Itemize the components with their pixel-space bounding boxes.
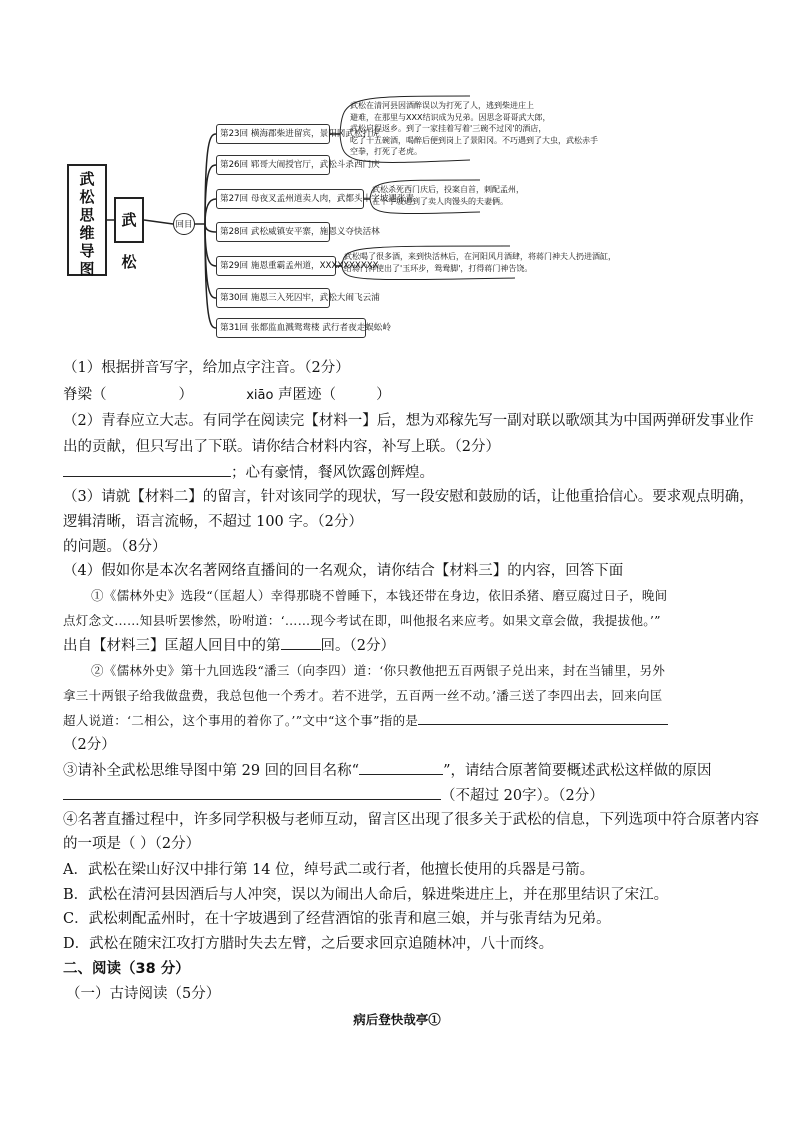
mindmap-chapter-28: 第28回 武松威镇安平寨，施恩义夺快活林 bbox=[216, 222, 330, 242]
q2-answer-blank[interactable] bbox=[63, 462, 231, 477]
mindmap-chapter-29: 第29回 施恩重霸孟州道，XXXXXXXXXX bbox=[216, 256, 336, 276]
mindmap-hub: 回目 bbox=[173, 213, 195, 235]
q4-2-line3 bbox=[63, 710, 668, 731]
mindmap-chapter-26: 第26回 郓哥大闹授官厅，武松斗杀西门庆 bbox=[216, 155, 330, 175]
poem-title: 病后登快哉亭① bbox=[353, 1012, 441, 1027]
q4-2-line2: 拿三十两银子给我做盘费，我总包他一个秀才。若不进学，五百两一丝不动。’潘三送了李四出去，回来向匡 bbox=[63, 688, 663, 703]
q4-1-answer-blank[interactable] bbox=[281, 635, 321, 650]
q4-2-line1: ②《儒林外史》第十九回选段“潘三（向李四）道：‘你只教他把五百两银子兑出来，封在当铺里，另外 bbox=[91, 663, 666, 678]
q4-2-answer-blank[interactable] bbox=[418, 710, 668, 725]
q4-3-title-blank[interactable] bbox=[359, 760, 443, 775]
q4-3-line1 bbox=[63, 760, 712, 781]
q4-2-line4: （2分） bbox=[63, 737, 116, 753]
section-title: 二、阅读（38 分） bbox=[63, 961, 190, 977]
note-line: 给蒋门神使出了'玉环步，鸳鸯脚'，打得蒋门神告饶。 bbox=[344, 263, 533, 273]
mindmap-root-char: 武 bbox=[79, 170, 95, 188]
q1-pinyin: xiāo bbox=[246, 388, 274, 403]
mindmap-chapter-23: 第23回 横海郡柴进留宾，景阳冈武松打虎 bbox=[216, 124, 330, 144]
q4-1-line1: ①《儒林外史》选段“（匡超人）幸得那晓不曾睡下，本钱还带在身边，依旧杀猪、磨豆腐过日子，晚间 bbox=[91, 588, 668, 603]
note-line: 武松启程返乡。到了一家挂着写着'三碗不过冈'的酒店， bbox=[350, 124, 547, 133]
q2-line1: （2）青春应立大志。有同学在阅读完【材料一】后，想为邓稼先写一副对联以歌颂其为中国两弹研发事业作 bbox=[63, 413, 754, 429]
mindmap-chapter-27: 第27回 母夜叉孟州道卖人肉，武都头十字坡遇张青 bbox=[216, 189, 364, 209]
q3-line3: 的问题。（8分） bbox=[63, 539, 167, 555]
note-line: 武松喝了很多酒，来到快活林后，在河阳风月酒肆，将蒋门神夫人扔进酒缸， bbox=[344, 252, 616, 261]
q4-3-suffix: ”，请结合原著简要概述武松这样做的原因 bbox=[443, 763, 712, 779]
q2-line3 bbox=[63, 462, 434, 483]
mindmap-connectors bbox=[0, 0, 794, 360]
mindmap-chapter-30: 第30回 施恩三入死囚牢，武松大闹飞云浦 bbox=[216, 288, 330, 308]
q4-3-answer-blank[interactable] bbox=[63, 785, 441, 800]
mindmap-root-char: 图 bbox=[79, 260, 95, 278]
mindmap-note-29 bbox=[344, 251, 616, 274]
mindmap-note-23 bbox=[350, 100, 598, 158]
q4-2-prompt: 超人说道：‘二相公，这个事用的着你了。’”文中“这个事”指的是 bbox=[63, 713, 419, 728]
q4-3-prompt: ③请补全武松思维导图中第 29 回的回目名称“ bbox=[63, 763, 360, 779]
note-line: 吃了十五碗酒，喝醉后便到岗上了景阳冈。不巧遇到了大虫，武松赤手 bbox=[350, 135, 598, 145]
section-subtitle: （一）古诗阅读（5分） bbox=[66, 986, 221, 1002]
q4-3-line2 bbox=[63, 785, 604, 806]
q2-couplet: ；心有豪情，餐风饮露创辉煌。 bbox=[231, 465, 434, 481]
mindmap-node-wusong: 武松 bbox=[114, 197, 144, 243]
q4-1-suffix: 回。（2分） bbox=[320, 638, 395, 654]
q3-line1: （3）请就【材料二】的留言，针对该同学的现状，写一段安慰和鼓励的话，让他重拾信心。要求观点明确， bbox=[63, 489, 754, 505]
note-line: 避难，在那里与XXX结识成为兄弟。因思念哥哥武大郎， bbox=[350, 112, 551, 122]
note-line: 在十字坡遇到了卖人肉馒头的夫妻俩。 bbox=[372, 196, 508, 206]
mindmap-note-27 bbox=[372, 184, 524, 207]
note-line: 武松杀死西门庆后，投案自首，刺配孟州， bbox=[372, 185, 524, 194]
q4-line1: （4）假如你是本次名著网络直播间的一名观众，请你结合【材料三】的内容，回答下面 bbox=[63, 563, 624, 579]
q1-item-b-close: ） bbox=[376, 387, 391, 403]
q4-4-line2: 的一项是（ ）（2分） bbox=[63, 836, 201, 852]
q4-1-line3 bbox=[63, 635, 395, 656]
mindmap-root-char: 松 bbox=[79, 188, 95, 206]
q1-item-a: 脊梁（ bbox=[63, 387, 107, 403]
option-b[interactable]: B．武松在清河县因酒后与人冲突，误以为闹出人命后，躲进柴进庄上，并在那里结识了宋江。 bbox=[63, 887, 669, 903]
option-c[interactable]: C．武松刺配孟州时，在十字坡遇到了经营酒馆的张青和扈三娘，并与张青结为兄弟。 bbox=[63, 911, 611, 927]
mindmap-root-char: 维 bbox=[79, 224, 95, 242]
q1-item-a-close: ） bbox=[178, 387, 193, 403]
mindmap-root bbox=[67, 164, 107, 276]
mindmap-chapter-31: 第31回 张都监血溅鸳鸯楼 武行者夜走蜈蚣岭 bbox=[216, 318, 366, 338]
q4-3-limit: （不超过 20字）。（2分） bbox=[441, 788, 604, 804]
mindmap-root-char: 导 bbox=[79, 242, 95, 260]
q4-4-line1: ④名著直播过程中，许多同学积极与老师互动，留言区出现了很多关于武松的信息，下列选项中符合原著内容 bbox=[63, 812, 759, 828]
q1-item-b: 声匿迹（ bbox=[273, 387, 337, 403]
q4-1-prompt: 出自【材料三】匡超人回目中的第 bbox=[63, 638, 281, 654]
mindmap-root-char: 思 bbox=[79, 206, 95, 224]
q4-1-line2: 点灯念文……知县听罢惨然，吩咐道：‘……现今考试在即，叫他报名来应考。如果文章会做，我提拔他。’” bbox=[63, 613, 661, 628]
option-a[interactable]: A．武松在梁山好汉中排行第 14 位，绰号武二或行者，他擅长使用的兵器是弓箭。 bbox=[63, 862, 595, 878]
option-d[interactable]: D．武松在随宋江攻打方腊时失去左臂，之后要求回京追随林冲，八十而终。 bbox=[63, 936, 554, 952]
q3-line2: 逻辑清晰，语言流畅，不超过 100 字。（2分） bbox=[63, 514, 363, 530]
note-line: 空拳，打死了老虎。 bbox=[350, 147, 422, 156]
q1-text: （1）根据拼音写字，给加点字注音。（2分） bbox=[63, 360, 350, 376]
note-line: 武松在清河县因酒醉误以为打死了人，逃到柴进庄上 bbox=[350, 101, 534, 110]
q1-answers bbox=[63, 385, 391, 406]
q2-line2: 出的贡献，但只写出了下联。请你结合材料内容，补写上联。（2分） bbox=[63, 439, 500, 455]
